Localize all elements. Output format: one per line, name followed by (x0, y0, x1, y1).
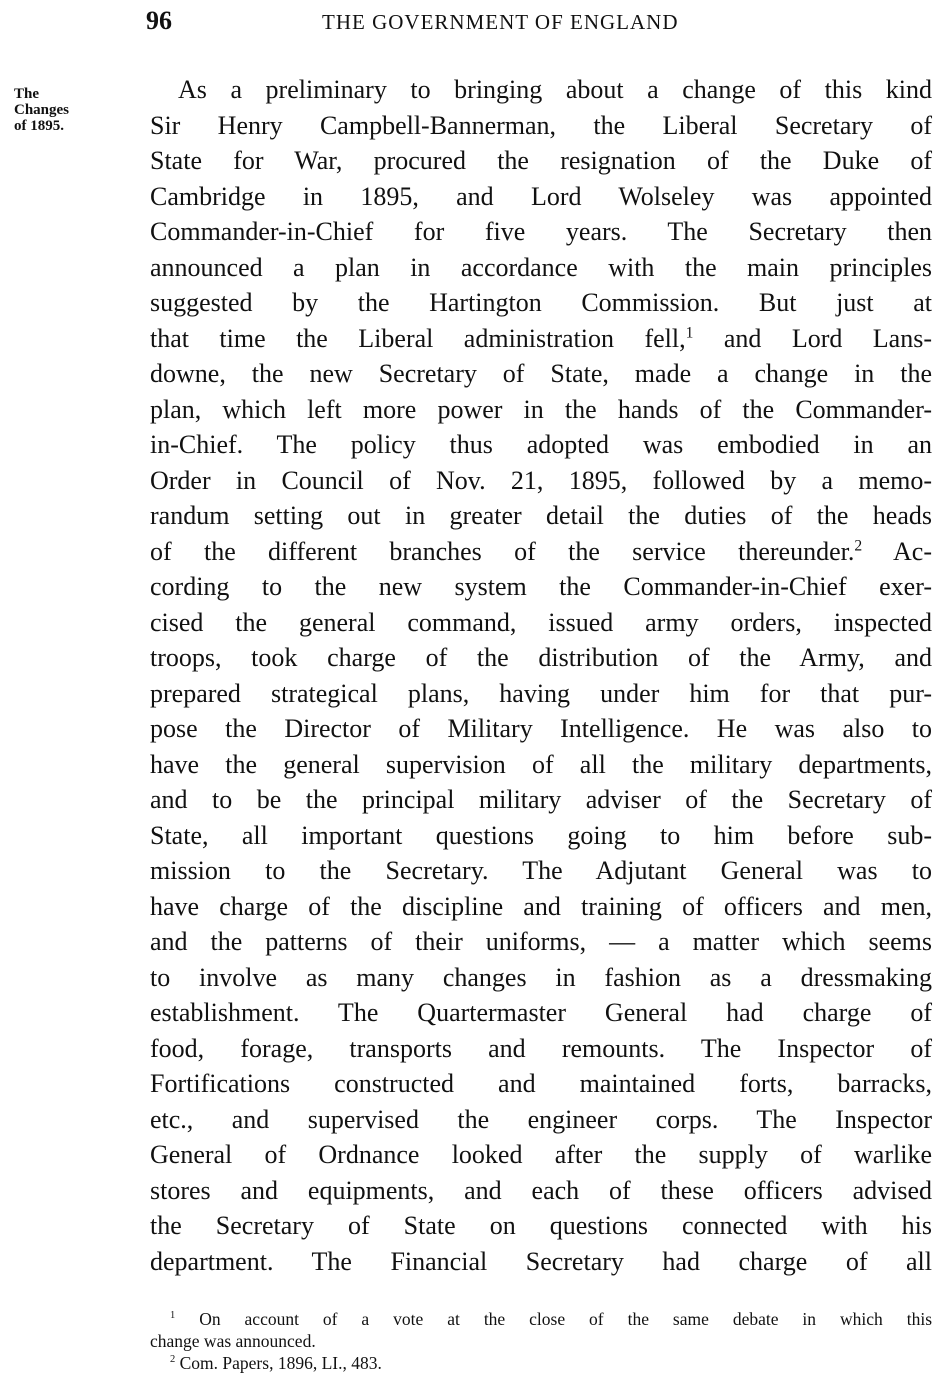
footnote-marker-1: 1 (170, 1310, 176, 1322)
body-line: Fortifications constructed and maintained forts, barracks, (150, 1069, 932, 1098)
body-line: prepared strategical plans, having under him for that pur- (150, 678, 932, 708)
footnotes (150, 1308, 932, 1374)
margin-note (14, 86, 69, 134)
body-line: plan, which left more power in the hands of the Commander- (150, 394, 932, 424)
footnote-text: On account of a vote at the close of the same debate in which this (175, 1309, 932, 1329)
footnote-2 (150, 1352, 932, 1374)
body-line: cised the general command, issued army orders, inspected (150, 607, 932, 637)
footnote-text: Com. Papers, 1896, LI., 483. (175, 1353, 382, 1373)
body-paragraph (150, 72, 932, 1279)
body-line: to involve as many changes in fashion as a dressmaking (150, 962, 932, 992)
body-line-text: that time the Liberal administration fell, (150, 323, 686, 353)
body-line: cording to the new system the Commander-in-Chief exer- (150, 572, 932, 601)
body-line: General of Ordnance looked after the supply of warlike (150, 1140, 932, 1169)
body-line: Sir Henry Campbell-Bannerman, the Liberal Secretary of (150, 110, 932, 140)
footnote-1-continued: change was announced. (150, 1331, 316, 1351)
body-line: in-Chief. The policy thus adopted was embodied in an (150, 430, 932, 459)
footnote-ref-1[interactable]: 1 (685, 323, 694, 341)
body-line: troops, took charge of the distribution of the Army, and (150, 643, 932, 672)
body-line: As a preliminary to bringing about a change of this kind (178, 75, 932, 104)
margin-note-line: of 1895. (14, 118, 64, 134)
footnote-ref-2[interactable]: 2 (854, 536, 863, 554)
body-line: and the patterns of their uniforms, — a matter which seems (150, 927, 932, 956)
body-line: Commander-in-Chief for five years. The Secretary then (150, 217, 932, 246)
footnote-1 (150, 1308, 932, 1330)
body-line: State for War, procured the resignation of the Duke of (150, 146, 932, 175)
body-line: have charge of the discipline and training of officers and men, (150, 891, 932, 921)
body-line-text: of the different branches of the service thereunder. (150, 536, 855, 566)
body-line: etc., and supervised the engineer corps. The Inspector (150, 1104, 932, 1134)
body-line: food, forage, transports and remounts. The Inspector of (150, 1033, 932, 1063)
body-line-text: and Lord Lans- (693, 323, 932, 353)
body-line: suggested by the Hartington Commission. But just at (150, 288, 932, 317)
page-number: 96 (146, 6, 172, 35)
body-line: State, all important questions going to him before sub- (150, 820, 932, 850)
body-line (150, 534, 932, 570)
body-line: randum setting out in greater detail the duties of the heads (150, 501, 932, 530)
body-line: have the general supervision of all the military departments, (150, 749, 932, 779)
body-line: pose the Director of Military Intelligence. He was also to (150, 714, 932, 743)
body-line: downe, the new Secretary of State, made a change in the (150, 359, 932, 388)
body-line: mission to the Secretary. The Adjutant General was to (150, 856, 932, 885)
body-line: the Secretary of State on questions connected with his (150, 1211, 932, 1240)
footnote-marker-2: 2 (170, 1354, 176, 1366)
margin-note-line: Changes (14, 102, 70, 118)
body-line: stores and equipments, and each of these officers advised (150, 1175, 932, 1205)
body-line: Order in Council of Nov. 21, 1895, followed by a memo- (150, 465, 932, 495)
body-line (150, 321, 932, 357)
running-head: THE GOVERNMENT OF ENGLAND (322, 10, 679, 34)
body-line: department. The Financial Secretary had charge of all (150, 1246, 932, 1276)
body-line: establishment. The Quartermaster General had charge of (150, 998, 932, 1027)
body-line-text: Ac- (862, 536, 932, 566)
body-line: Cambridge in 1895, and Lord Wolseley was appointed (150, 181, 932, 211)
body-line: announced a plan in accordance with the main principles (150, 252, 932, 282)
margin-note-line: The (14, 86, 40, 102)
body-line: and to be the principal military adviser of the Secretary of (150, 785, 932, 814)
